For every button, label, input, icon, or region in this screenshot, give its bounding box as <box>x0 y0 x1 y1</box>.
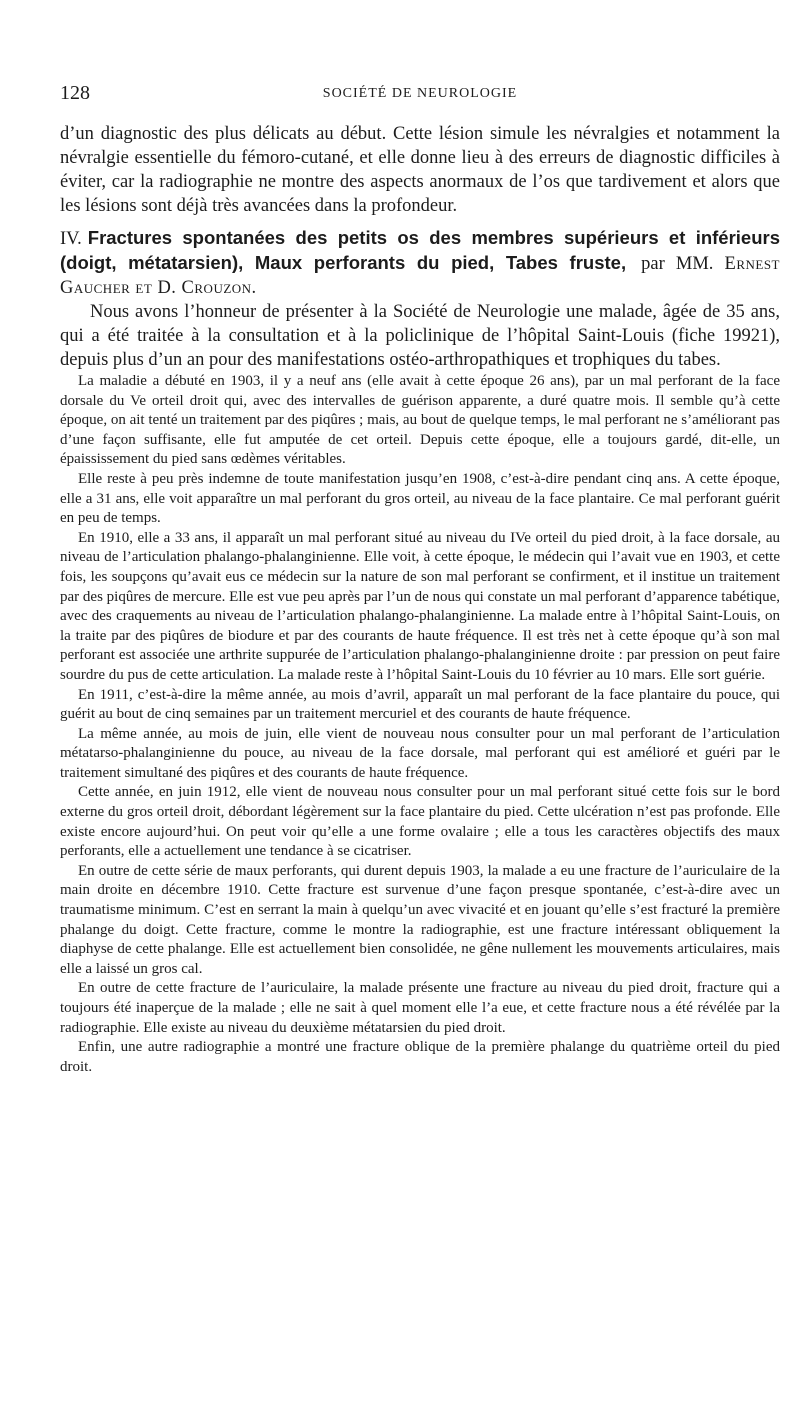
body-paragraph-8: En outre de cette fracture de l’auriculaire, la malade présente une fracture au niveau du pied droit, fracture qui a toujours été inaperçue de la malade ; elle ne sait à quel moment elle l’a eue, et cette fracture nous a été révélée par la radiographie. Elle existe au niveau du deuxième métatarsien du pied droit. <box>60 980 780 1036</box>
body-paragraph-9: Enfin, une autre radiographie a montré une fracture oblique de la première phalange du quatrième orteil du pied droit. <box>60 1039 780 1075</box>
body-paragraph-5: La même année, au mois de juin, elle vient de nouveau nous consulter pour un mal perforant de l’articulation métatarso-phalanginienne du pouce, au niveau de la face dorsale, mal perforant qui est amélioré et guéri par le traitement simultané des piqûres et des courants de haute fréquence. <box>60 725 780 781</box>
section-title: Fractures spontanées des petits os des membres supérieurs et inférieurs (doigt, métatarsien), Maux perforants du pied, Tabes fruste, <box>60 227 780 273</box>
body-paragraph-7: En outre de cette série de maux perforants, qui durent depuis 1903, la malade a eu une fracture de l’auriculaire de la main droite en décembre 1910. Cette fracture est survenue d’une façon presque spontanée, c’est-à-dire avec un traumatisme minimum. C’est en serrant la main à quelqu’un avec vivacité et en jouant qu’elle s’est fracturé la première phalange du doigt. Cette fracture, comme le montre la radiographie, est une fracture intéressant obliquement la diaphyse de cette phalange. Elle est actuellement bien consolidée, ne gêne nullement les mouvements articulaires, mais elle a laissé un gros cal. <box>60 862 780 977</box>
body-paragraph-4: En 1911, c’est-à-dire la même année, au mois d’avril, apparaît un mal perforant de la face plantaire du pouce, qui guérit au bout de cinq semaines par un traitement mercuriel et des courants de haute fréquence. <box>60 686 780 723</box>
body-paragraph-2: Elle reste à peu près indemne de toute manifestation jusqu’en 1908, c’est-à-dire pendant cinq ans. A cette époque, elle a 31 ans, elle voit apparaître un mal perforant du gros orteil, au niveau de la face plantaire. Ce mal perforant guérit en peu de temps. <box>60 470 780 527</box>
page-number: 128 <box>60 82 90 104</box>
body-paragraph-6: Cette année, en juin 1912, elle vient de nouveau nous consulter pour un mal perforant situé cette fois sur le bord externe du gros orteil droit, débordant légèrement sur la face plantaire du pied. Cette ulcération n’est pas profonde. Elle existe encore aujourd’hui. On peut voir qu’elle a une forme ovalaire ; elle a tous les caractères objectifs des maux perforants, elle a actuellement une tendance à se cicatriser. <box>60 784 780 860</box>
intro-paragraph: d’un diagnostic des plus délicats au début. Cette lésion simule les névralgies et notamment la névralgie essentielle du fémoro-cutané, et elle donne lieu à des erreurs de diagnostic difficiles à éviter, car la radiographie ne montre des aspects anormaux de l’os que tardivement et alors que les lésions sont déjà très avancées dans la profondeur. <box>60 124 780 216</box>
opening-paragraph: Nous avons l’honneur de présenter à la Société de Neurologie une malade, âgée de 35 ans, qui a été traitée à la consultation et à la policlinique de l’hôpital Saint-Louis (fiche 19921), depuis plus d’un an pour des manifestations ostéo-arthropathiques et trophiques du tabes. <box>60 302 780 370</box>
authors: Ernest Gaucher et D. Crouzon. <box>60 254 780 298</box>
running-title: SOCIÉTÉ DE NEUROLOGIE <box>322 86 518 101</box>
document-page <box>60 82 780 1077</box>
authors-prefix: par MM. <box>641 254 714 274</box>
section-number: IV. <box>60 229 82 249</box>
body-paragraph-3: En 1910, elle a 33 ans, il apparaît un mal perforant situé au niveau du IVe orteil du pied droit, à la face dorsale, au niveau de l’articulation phalango-phalanginienne. Elle voit, à cette époque, le médecin qui l’avait vue en 1903, et cette fois, les soupçons qu’avait eus ce médecin sur la nature de son mal perforant se confirment, et il institue un traitement par des piqûres de mercure. Elle est vue peu après par l’un de nous qui constate un mal perforant d’apparence tabétique, avec des craquements au niveau de l’articulation phalango-phalanginienne. La malade entre à l’hôpital Saint-Louis, on la traite par des piqûres de biodure et par des courants de haute fréquence. Il est très net à cette époque qu’à son mal perforant est associée une arthrite suppurée de l’articulation phalango-phalanginienne droite : par pression on peut faire sourdre du pus de cette articulation. La malade reste à l’hôpital Saint-Louis du 10 février au 10 mars. Elle sort guérie. <box>60 529 780 683</box>
page-header <box>60 82 780 110</box>
body-paragraph-1: La maladie a débuté en 1903, il y a neuf ans (elle avait à cette époque 26 ans), par un mal perforant de la face dorsale du Ve orteil droit qui, avec des intervalles de guérison apparente, a duré quatre mois. Il semble qu’à cette époque, on ait tenté un traitement par des piqûres ; mais, au bout de quelque temps, le mal perforant ne s’améliorant pas d’une façon suffisante, elle fut amputée de cet orteil. Depuis cette époque, elle a toujours gardé, dit-elle, un épaississement du pied sans œdèmes véritables. <box>60 373 780 468</box>
section-heading <box>60 226 780 300</box>
